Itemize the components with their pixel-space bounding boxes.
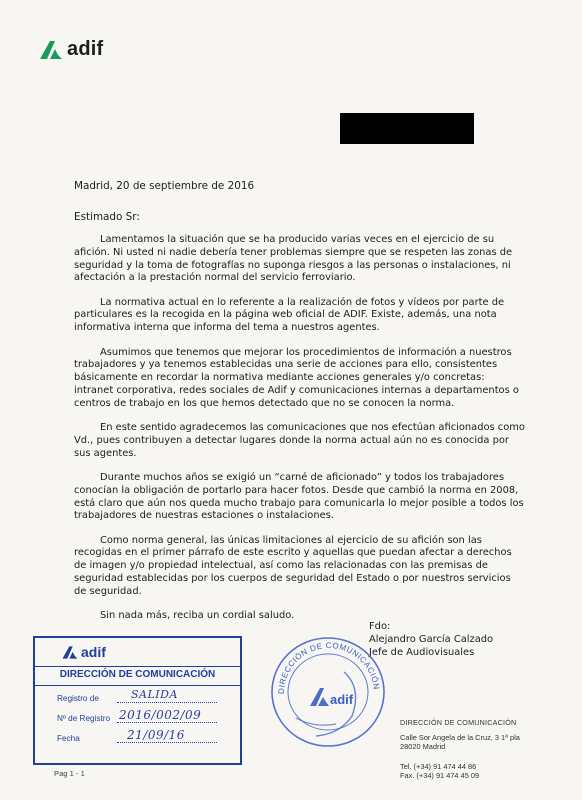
logo-wordmark: adif: [67, 38, 104, 60]
stamp-numero-value: 2016/002/09: [119, 708, 202, 722]
signature-fdo: Fdo:: [369, 621, 391, 632]
stamp-fecha-value: 21/09/16: [127, 728, 185, 742]
letter-body: [74, 234, 526, 634]
signer-name: Alejandro García Calzado: [369, 634, 494, 645]
stamp-fecha-line: [117, 742, 217, 743]
stamp-numero-label: Nº de Registro: [57, 714, 111, 723]
stamp-fecha-label: Fecha: [57, 734, 80, 743]
redacted-recipient-block: [340, 113, 474, 144]
address-city: 28020 Madrid: [400, 742, 446, 752]
address-fax: Fax. (+34) 91 474 45 09: [400, 770, 480, 780]
body-paragraph: En este sentido agradecemos las comunicaciones que nos efectúan aficionados como Vd., pues contribuyen a detectar lugares donde la norma actual aún no es conocida por sus agentes.: [74, 422, 525, 459]
stamp-logo: [61, 644, 106, 660]
body-paragraph: Asumimos que tenemos que mejorar los procedimientos de información a nuestros trabajadores y ya tenemos establecidas una serie de acciones para ello, consistentes básicamente en recordar la normativa mediante acciones generales y/o concretas: intranet corporativa, redes sociales de Adif y comunicaciones internas a departamentos o centros de trabajo en los que hemos detectado que no se conocen la norma.: [74, 346, 519, 409]
adif-logo: [38, 38, 103, 61]
round-seal: [266, 632, 390, 750]
stamp-logo-wordmark: adif: [81, 644, 106, 660]
adif-logo-icon: [38, 39, 64, 61]
stamp-registro-label: Registro de: [57, 694, 99, 703]
address-department: DIRECCIÓN DE COMUNICACIÓN: [400, 718, 517, 727]
registration-stamp: [33, 636, 242, 765]
body-paragraph: La normativa actual en lo referente a la realización de fotos y vídeos por parte de particulares es la recogida en la página web oficial de ADIF. Existe, además, una nota informativa interna que informa del tema a nuestros agentes.: [74, 296, 505, 334]
svg-text:DIRECCIÓN DE COMUNICACIÓN: [277, 641, 381, 694]
stamp-title: DIRECCIÓN DE COMUNICACIÓN: [59, 669, 216, 680]
stamp-registro-value: SALIDA: [131, 688, 178, 701]
stamp-logo-icon: [61, 645, 79, 660]
seal-logo-text: adif: [330, 692, 354, 707]
page-number: Pag 1 - 1: [54, 769, 85, 778]
body-paragraph: Durante muchos años se exigió un “carné de aficionado” y todos los trabajadores conocían la obligación de portarlo para hacer fotos. Desde que cambió la norma en 2008, está claro que aún nos queda mucho trabajo para comunicarla lo mejor posible a todos los trabajadores de nuestras estaciones o instalaciones.: [74, 471, 524, 522]
seal-ring-text: DIRECCIÓN DE COMUNICACIÓN: [276, 640, 381, 695]
body-paragraph: Como norma general, las únicas limitaciones al ejercicio de su afición son las recogidas en el primer párrafo de este escrito y aquellas que puedan afectar a derechos de imagen y/o propiedad intelectual, así como las relacionadas con las premisas de seguridad establecidas por los cuerpos de seguridad del Estado o por nuestros servicios de seguridad.: [74, 534, 512, 597]
address-tel: Tel. (+34) 91 474 44 86: [400, 761, 477, 771]
stamp-registro-line: [117, 702, 217, 703]
stamp-numero-line: [117, 722, 217, 723]
letter-date: Madrid, 20 de septiembre de 2016: [74, 180, 255, 192]
body-paragraph: Lamentamos la situación que se ha producido varias veces en el ejercicio de su afición. Ni usted ni nadie debería tener problemas siempre que se respeten las zonas de seguridad y la toma de fotografías no suponga riesgos a las personas o instalaciones, ni afectación a la prestación normal del servicio ferroviario.: [74, 234, 513, 284]
signer-role: Jefe de Audiovisuales: [369, 647, 475, 658]
address-street: Calle Sor Angela de la Cruz, 3 1ª pla: [400, 733, 520, 743]
sender-address: [400, 718, 520, 780]
closing-paragraph: Sin nada más, reciba un cordial saludo.: [100, 610, 295, 622]
salutation: Estimado Sr:: [74, 211, 140, 223]
